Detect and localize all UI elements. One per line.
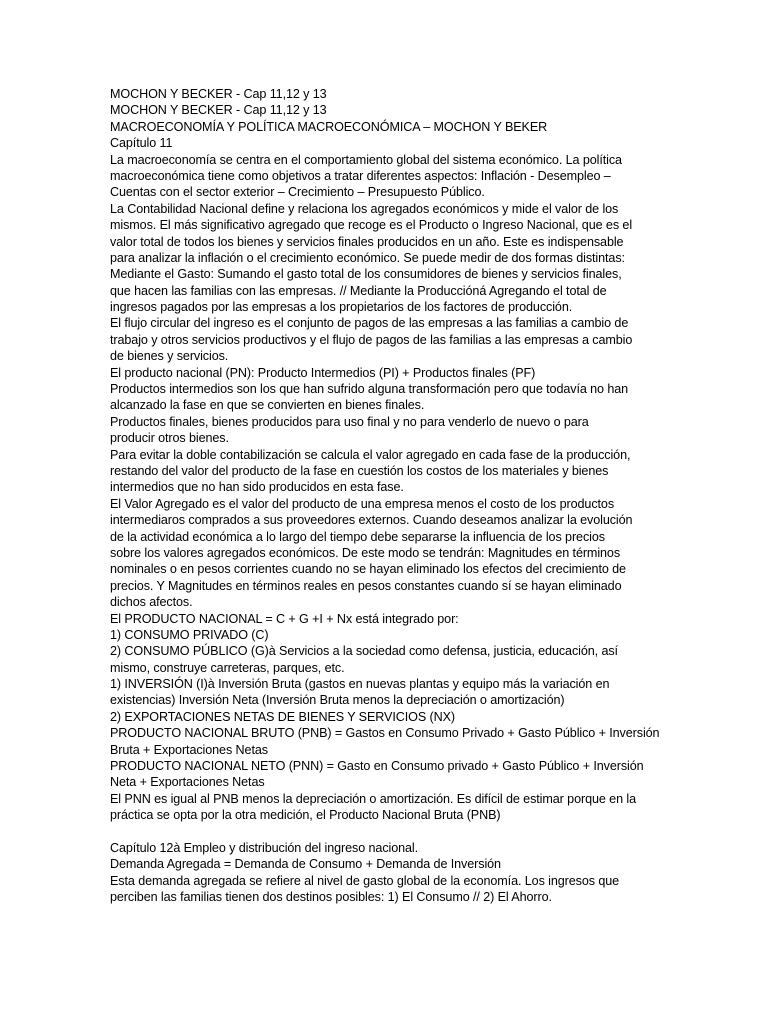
text-line: perciben las familias tienen dos destinos posibles: 1) El Consumo // 2) El Ahorro. <box>110 890 552 905</box>
text-line: mismo, construye carreteras, parques, etc. <box>110 660 345 675</box>
text-line: 1) CONSUMO PRIVADO (C) <box>110 627 269 642</box>
text-line: precios. Y Magnitudes en términos reales en pesos constantes cuando sí se hayan eliminado <box>110 578 622 593</box>
text-line: para analizar la inflación o el crecimiento económico. Se puede medir de dos formas distintas: <box>110 250 625 265</box>
text-line: Capítulo 12à Empleo y distribución del ingreso nacional. <box>110 840 419 855</box>
text-line: de bienes y servicios. <box>110 349 229 364</box>
text-line: El PNN es igual al PNB menos la depreciación o amortización. Es difícil de estimar porque en la <box>110 791 636 806</box>
text-line: PRODUCTO NACIONAL NETO (PNN) = Gasto en Consumo privado + Gasto Público + Inversión <box>110 759 644 774</box>
blank-line <box>110 824 658 840</box>
text-line: El flujo circular del ingreso es el conjunto de pagos de las empresas a las familias a cambio de <box>110 316 629 331</box>
text-line: Neta + Exportaciones Netas <box>110 775 265 790</box>
text-line: valor total de todos los bienes y servicios finales producidos en un año. Este es indispensable <box>110 234 624 249</box>
text-line: restando del valor del producto de la fase en cuestión los costos de los materiales y bienes <box>110 463 609 478</box>
text-line: de la actividad económica a lo largo del tiempo debe separarse la influencia de los precios <box>110 529 605 544</box>
document-page <box>110 86 658 906</box>
text-line: intermediaros comprados a sus proveedores externos. Cuando deseamos analizar la evolución <box>110 513 633 528</box>
text-line: producir otros bienes. <box>110 431 229 446</box>
text-line: Cuentas con el sector exterior – Crecimiento – Presupuesto Público. <box>110 185 485 200</box>
text-line: Mediante el Gasto: Sumando el gasto total de los consumidores de bienes y servicios finales, <box>110 267 622 282</box>
text-line: El Valor Agregado es el valor del producto de una empresa menos el costo de los productos <box>110 496 615 511</box>
text-line: MOCHON Y BECKER - Cap 11,12 y 13 <box>110 103 327 118</box>
text-line: sobre los valores agregados económicos. De este modo se tendrán: Magnitudes en términos <box>110 545 621 560</box>
text-line: La Contabilidad Nacional define y relaciona los agregados económicos y mide el valor de los <box>110 201 619 216</box>
text-line: Capítulo 11 <box>110 136 173 151</box>
text-line: dichos afectos. <box>110 595 193 610</box>
text-line: Productos finales, bienes producidos para uso final y no para venderlo de nuevo o para <box>110 414 589 429</box>
text-line: PRODUCTO NACIONAL BRUTO (PNB) = Gastos en Consumo Privado + Gasto Público + Inversión <box>110 726 660 741</box>
text-line: La macroeconomía se centra en el comportamiento global del sistema económico. La política <box>110 152 622 167</box>
text-line: existencias) Inversión Neta (Inversión Bruta menos la depreciación o amortización) <box>110 693 565 708</box>
text-line: 2) CONSUMO PÚBLICO (G)à Servicios a la sociedad como defensa, justicia, educación, así <box>110 644 618 659</box>
text-line: Para evitar la doble contabilización se calcula el valor agregado en cada fase de la producción, <box>110 447 631 462</box>
text-line: MOCHON Y BECKER - Cap 11,12 y 13 <box>110 87 327 101</box>
text-line: 1) INVERSIÓN (I)à Inversión Bruta (gastos en nuevas plantas y equipo más la variación en <box>110 677 610 692</box>
text-line: 2) EXPORTACIONES NETAS DE BIENES Y SERVICIOS (NX) <box>110 709 456 724</box>
text-line: Esta demanda agregada se refiere al nivel de gasto global de la economía. Los ingresos que <box>110 873 620 888</box>
text-line: práctica se opta por la otra medición, el Producto Nacional Bruta (PNB) <box>110 808 501 823</box>
text-line: Bruta + Exportaciones Netas <box>110 742 268 757</box>
text-line: nominales o en pesos corrientes cuando no se hayan eliminado los efectos del crecimiento de <box>110 562 626 577</box>
text-line: trabajo y otros servicios productivos y el flujo de pagos de las familias a las empresas a cambio <box>110 332 633 347</box>
text-line: que hacen las familias con las empresas. // Mediante la Produccióná Agregando el total de <box>110 283 607 298</box>
text-line: intermedios que no han sido producidos en esta fase. <box>110 480 404 495</box>
text-line: ingresos pagados por las empresas a los propietarios de los factores de producción. <box>110 300 573 315</box>
text-line: Productos intermedios son los que han sufrido alguna transformación pero que todavía no han <box>110 382 629 397</box>
text-line: El producto nacional (PN): Producto Intermedios (PI) + Productos finales (PF) <box>110 365 536 380</box>
text-line: Demanda Agregada = Demanda de Consumo + Demanda de Inversión <box>110 857 501 872</box>
text-line: mismos. El más significativo agregado que recoge es el Producto o Ingreso Nacional, que es el <box>110 218 633 233</box>
text-line: alcanzado la fase en que se convierten en bienes finales. <box>110 398 425 413</box>
text-line: MACROECONOMÍA Y POLÍTICA MACROECONÓMICA – MOCHON Y BEKER <box>110 119 548 134</box>
text-line: macroeconómica tiene como objetivos a tratar diferentes aspectos: Inflación - Desempleo – <box>110 168 611 183</box>
text-line: El PRODUCTO NACIONAL = C + G +I + Nx está integrado por: <box>110 611 459 626</box>
